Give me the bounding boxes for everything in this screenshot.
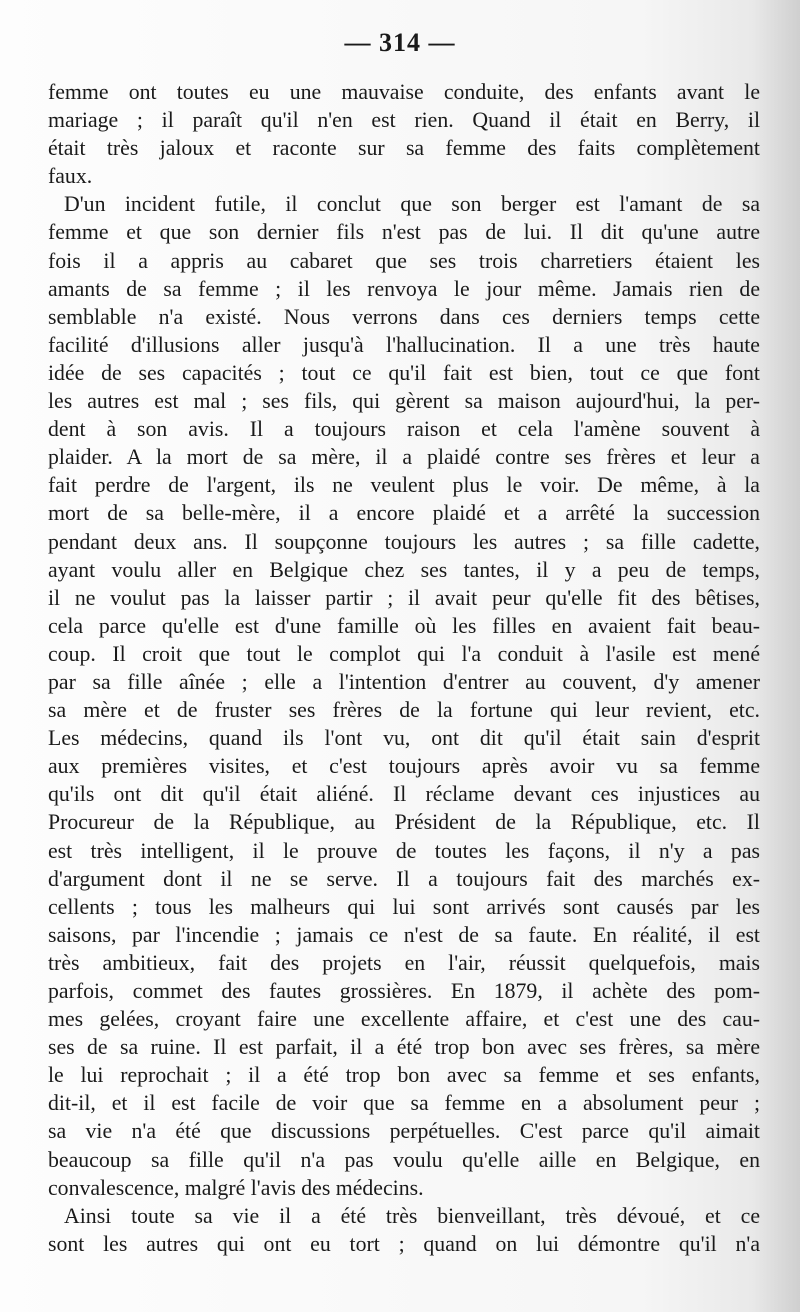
text-line: femme ont toutes eu une mauvaise conduite, des enfants avant le [48, 80, 760, 104]
text-line: beaucoup sa fille qu'il n'a pas voulu qu'elle aille en Belgique, en [48, 1147, 760, 1172]
text-line: ses de sa ruine. Il est parfait, il a été trop bon avec ses frères, sa mère [48, 1035, 760, 1060]
text-line: Procureur de la République, au Président de la République, etc. Il [48, 810, 760, 835]
text-line: D'un incident futile, il conclut que son berger est l'amant de sa [64, 192, 760, 217]
text-line: facilité d'illusions aller jusqu'à l'hallucination. Il a une très haute [48, 332, 760, 357]
text-line: femme et que son dernier fils n'est pas de lui. Il dit qu'une autre [48, 220, 760, 245]
text-line: aux premières visites, et c'est toujours après avoir vu sa femme [48, 754, 760, 779]
text-line: amants de sa femme ; il les renvoya le jour même. Jamais rien de [48, 276, 760, 301]
text-line: mariage ; il paraît qu'il n'en est rien. Quand il était en Berry, il [48, 108, 760, 133]
text-line: était très jaloux et raconte sur sa femme des faits complètement [48, 136, 760, 161]
text-line: fait perdre de l'argent, ils ne veulent plus le voir. De même, à la [48, 473, 760, 498]
text-line: dent à son avis. Il a toujours raison et cela l'amène souvent à [48, 417, 760, 442]
text-line: dit-il, et il est facile de voir que sa femme en a absolument peur ; [48, 1091, 760, 1116]
text-line: par sa fille aînée ; elle a l'intention d'entrer au couvent, d'y amener [48, 669, 760, 694]
text-line: mort de sa belle-mère, il a encore plaidé et a arrêté la succession [48, 501, 760, 526]
text-line: parfois, commet des fautes grossières. En 1879, il achète des pom- [48, 979, 760, 1003]
body-text [48, 78, 760, 1258]
text-line: pendant deux ans. Il soupçonne toujours les autres ; sa fille cadette, [48, 529, 760, 554]
text-line: sa vie n'a été que discussions perpétuelles. C'est parce qu'il aimait [48, 1119, 760, 1144]
text-line: qu'ils ont dit qu'il était aliéné. Il réclame devant ces injustices au [48, 782, 760, 807]
text-line: convalescence, malgré l'avis des médecins. [48, 1175, 424, 1200]
text-line: le lui reprochait ; il a été trop bon avec sa femme et ses enfants, [48, 1063, 760, 1088]
text-line: est très intelligent, il le prouve de toutes les façons, il n'y a pas [48, 838, 760, 863]
text-line: idée de ses capacités ; tout ce qu'il fait est bien, tout ce que font [48, 360, 760, 385]
text-line: sa mère et de fruster ses frères de la fortune qui leur revient, etc. [48, 698, 760, 723]
text-line: mes gelées, croyant faire une excellente affaire, et c'est une des cau- [48, 1007, 760, 1032]
text-line: les autres est mal ; ses fils, qui gèrent sa maison aujourd'hui, la per- [48, 389, 760, 414]
page-number: — 314 — [344, 28, 456, 57]
text-line: Ainsi toute sa vie il a été très bienveillant, très dévoué, et ce [64, 1203, 760, 1228]
text-line: semblable n'a existé. Nous verrons dans ces derniers temps cette [48, 304, 760, 329]
text-line: Les médecins, quand ils l'ont vu, ont dit qu'il était sain d'esprit [48, 726, 760, 751]
text-line: coup. Il croit que tout le complot qui l'a conduit à l'asile est mené [48, 641, 760, 666]
text-line: fois il a appris au cabaret que ses trois charretiers étaient les [48, 248, 760, 273]
text-line: il ne voulut pas la laisser partir ; il avait peur qu'elle fit des bêtises, [48, 585, 760, 610]
text-line: ayant voulu aller en Belgique chez ses tantes, il y a peu de temps, [48, 557, 760, 582]
text-line: très ambitieux, fait des projets en l'air, réussit quelquefois, mais [48, 950, 760, 975]
text-line: cellents ; tous les malheurs qui lui sont arrivés sont causés par les [48, 894, 760, 919]
text-line: plaider. A la mort de sa mère, il a plaidé contre ses frères et leur a [48, 445, 760, 470]
text-line: cela parce qu'elle est d'une famille où les filles en avaient fait beau- [48, 613, 760, 638]
text-line: sont les autres qui ont eu tort ; quand on lui démontre qu'il n'a [48, 1231, 760, 1256]
text-line: faux. [48, 164, 93, 189]
text-line: d'argument dont il ne se serve. Il a toujours fait des marchés ex- [48, 866, 760, 891]
text-line: saisons, par l'incendie ; jamais ce n'est de sa faute. En réalité, il est [48, 922, 760, 947]
